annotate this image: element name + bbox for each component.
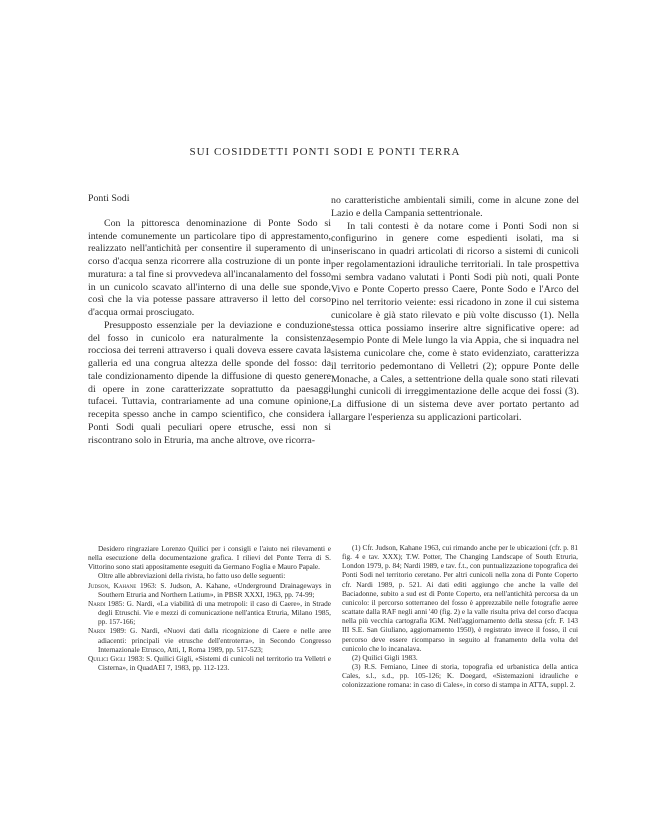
abbreviations-intro: Oltre alle abbreviazioni della rivista, ho fatto uso delle seguenti: (98, 571, 286, 581)
paragraph: Presupposto essenziale per la deviazione e conduzione del fosso in cunicolo era naturalmente la consistenza rocciosa dei terreni attraverso i quali doveva essere cavata la galleria ed una congrua altezza delle sponde del fosso: da tale condizionamento dipende la diffusione di questo genere di opere in zone caratterizzate soprattutto da paesaggi tufacei. Tuttavia, contrariamente ad una comune opinione, recepita spesso anche in campo scientifico, che considera i Ponti Sodi quali peculiari opere etrusche, essi non si riscontrano solo in Etruria, ma anche altrove, ove ricorra- (88, 319, 331, 446)
section-heading: Ponti Sodi (88, 193, 130, 204)
page-title: SUI COSIDDETTI PONTI SODI E PONTI TERRA (189, 146, 461, 158)
left-text-column (88, 193, 331, 447)
footnote-1: (1) Cfr. Judson, Kahane 1963, cui rimando anche per le ubicazioni (cfr. p. 81 fig. 4 e tav. XXX); T.W. Potter, The Changing Landscape of South Etruria, London 1979, p. 84; Nardi 1989, e tav. f.t., con puntualizzazione topografica dei Ponti Sodi nel territorio ceretano. Per altri cunicoli nella zona di Ponte Coperto cfr. Nardi 1989, p. 521. Ai dati editi aggiungo che anche la valle del Baciadonne, subito a sud est di Ponte Coperto, era nell'antichità percorsa da un cunicolo: il percorso sotterraneo del fosso è apprezzabile nelle fotografie aeree scattate dalla RAF negli anni '40 (fig. 2) e la valle risulta priva del corso d'acqua nella più vecchia cartografia IGM. Nell'aggiornamento della stessa (cfr. F. 143 III S.E. San Giuliano, aggiornamento 1950), è registrato invece il fosso, il cui percorso deve essere ricomparso in seguito al franamento della volta del cunicolo che lo incanalava. (342, 543, 578, 653)
acknowledgements-notes (88, 544, 331, 672)
reference-text: : G. Nardi, «La viabilità di una metropoli: il caso di Caere», in Strade degli Etruschi. Vie e mezzi di comunicazione nell'antica Etruria, Milano 1985, pp. 157-166; (98, 598, 331, 627)
paragraph: Con la pittoresca denominazione di Ponte Sodo si intende comunemente un particolare tipo di apprestamento, realizzato nell'antichità per consentire il superamento di un corso d'acqua senza ricorrere alla costruzione di un ponte in muratura: a tal fine si provvedeva all'incanalamento del fosso in un cunicolo scavato all'interno di una delle sue sponde, così che la via potesse passare attraverso il letto del corso d'acqua ormai prosciugato. (88, 217, 331, 318)
paragraph: In tali contesti è da notare come i Ponti Sodi non si configurino in genere come espedienti isolati, ma si inseriscano in quadri articolati di ricorso a sistemi di cunicoli per regolamentazioni idrauliche territoriali. In tale prospettiva mi sembra vadano valutati i Ponti Sodi più noti, quali Ponte Vivo e Ponte Coperto presso Caere, Ponte Sodo e l'Arco del Pino nel territorio veiente: essi ricadono in zone il cui sistema cunicolare è già stato rilevato e più volte discusso (1). Nella stessa ottica possiamo inserire altre significative opere: ad esempio Ponte di Mele lungo la via Appia, che si inquadra nel sistema cunicolare che, come è stato evidenziato, caratterizza il territorio pedemontano di Velletri (2); oppure Ponte delle Monache, a Cales, a settentrione della quale sono stati rilevati lunghi cunicoli di irreggimentazione delle acque dei fossi (3). La diffusione di un sistema deve aver portato pertanto ad allargare l'esperienza su applicazioni particolari. (331, 220, 579, 423)
reference-key: Nardi 1989 (88, 626, 125, 636)
reference-key: Nardi 1985 (88, 598, 123, 608)
reference-text: : S. Judson, A. Kahane, «Underground Drainageways in Southern Etruria and Northern Latium», in PBSR XXXI, 1963, pp. 74-99; (98, 580, 331, 599)
footnote-2: (2) Quilici Gigli 1983. (352, 652, 418, 662)
footnote-3: (3) R.S. Femiano, Linee di storia, topografia ed urbanistica della antica Cales, s.l., s.d., pp. 105-126; K. Doegard, «Sistemazioni idrauliche e colonizzazione romana: in caso di Cales», in corso di stampa in ATTA, suppl. 2. (342, 662, 578, 690)
paragraph: no caratteristiche ambientali simili, come in alcune zone del Lazio e della Campania settentrionale. (331, 195, 579, 219)
reference-entry (88, 581, 331, 599)
reference-entry (88, 626, 331, 653)
reference-entry (88, 654, 331, 672)
footnotes (342, 543, 578, 690)
reference-key: Quilici Gigli 1983 (88, 653, 143, 663)
reference-text: : S. Quilici Gigli, «Sistemi di cunicoli nel territorio tra Velletri e Cisterna», in QuadAEI 7, 1983, pp. 112-123. (98, 653, 331, 673)
right-text-column (331, 195, 579, 425)
reference-key: Judson, Kahane 1963 (88, 580, 155, 590)
acknowledgement-text: Desidero ringraziare Lorenzo Quilici per i consigli e l'aiuto nei rilevamenti e nella esecuzione della documentazione grafica. I rilievi del Ponte Terra di S. Vittorino sono stati appositamente eseguiti da Germano Foglia e Mauro Papale. (88, 544, 331, 572)
reference-entry (88, 599, 331, 626)
reference-text: : G. Nardi, «Nuovi dati dalla ricognizione di Caere e nelle aree adiacenti: principali vie etrusche dell'entroterra», in Secondo Congresso Internazionale Etrusco, Atti, I, Roma 1989, pp. 517-523; (98, 626, 331, 654)
